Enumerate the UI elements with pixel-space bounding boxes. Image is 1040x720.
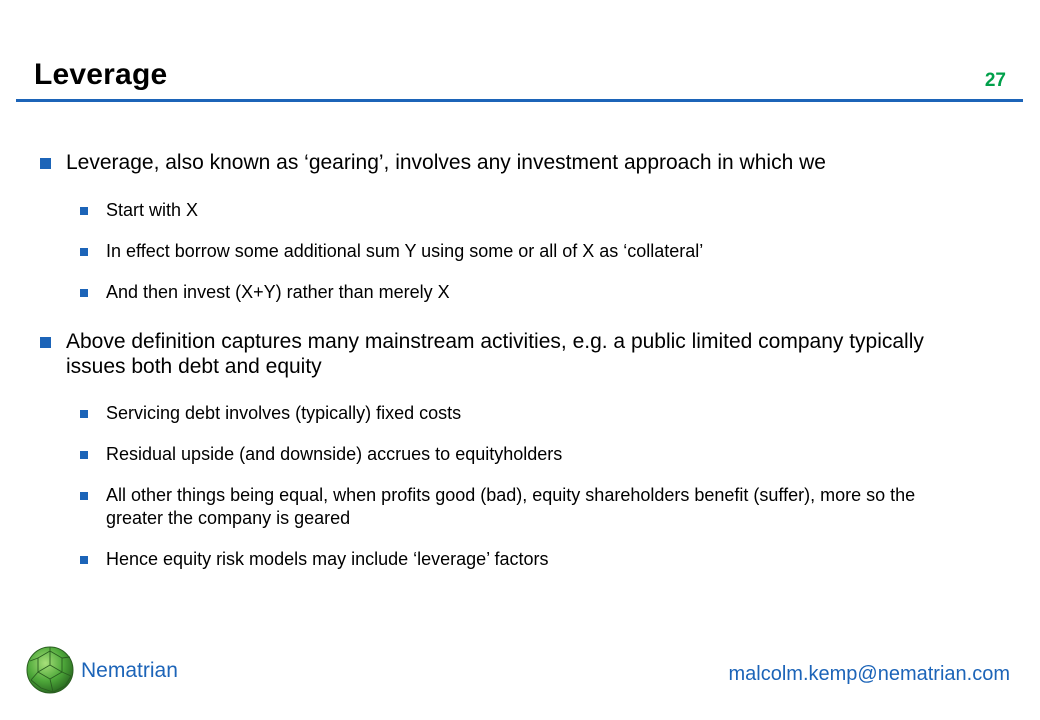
sub-bullet-text: And then invest (X+Y) rather than merely X [106,282,450,302]
sub-bullet-item [106,402,966,425]
sub-bullet-text: Hence equity risk models may include ‘leverage’ factors [106,549,549,569]
sub-bullet-item [106,281,966,304]
sub-bullet-marker [80,451,88,459]
bullet-marker [40,158,51,169]
sub-bullet-text: Residual upside (and downside) accrues to equityholders [106,444,563,464]
sub-bullet-marker [80,248,88,256]
bullet-item [66,150,966,175]
sub-bullet-item [106,548,966,571]
sub-bullet-item [106,484,966,530]
nematrian-logo-icon[interactable] [25,645,75,695]
bullet-text: Above definition captures many mainstream activities, e.g. a public limited company typically issues both debt and equity [66,330,924,378]
sub-bullet-text: Start with X [106,200,199,220]
bullet-marker [40,337,51,348]
bullet-item [66,329,966,379]
title-divider [16,99,1023,102]
slide-title: Leverage [34,58,168,91]
sub-bullet-item [106,443,966,466]
sub-bullet-marker [80,289,88,297]
bullet-text: Leverage, also known as ‘gearing’, involves any investment approach in which we [66,151,826,174]
sub-bullet-marker [80,556,88,564]
contact-email[interactable]: malcolm.kemp@nematrian.com [728,663,1010,685]
sub-bullet-item [106,240,966,263]
sub-bullet-text: All other things being equal, when profits good (bad), equity shareholders benefit (suffer), more so the greater the company is geared [106,485,916,528]
sub-bullet-text: In effect borrow some additional sum Y using some or all of X as ‘collateral’ [106,241,704,261]
sub-bullet-item [106,199,966,222]
sub-bullet-marker [80,492,88,500]
sub-bullet-marker [80,207,88,215]
sub-bullet-marker [80,410,88,418]
sub-bullet-text: Servicing debt involves (typically) fixed costs [106,403,462,423]
page-number: 27 [984,70,1006,91]
brand-name[interactable]: Nematrian [81,659,178,682]
